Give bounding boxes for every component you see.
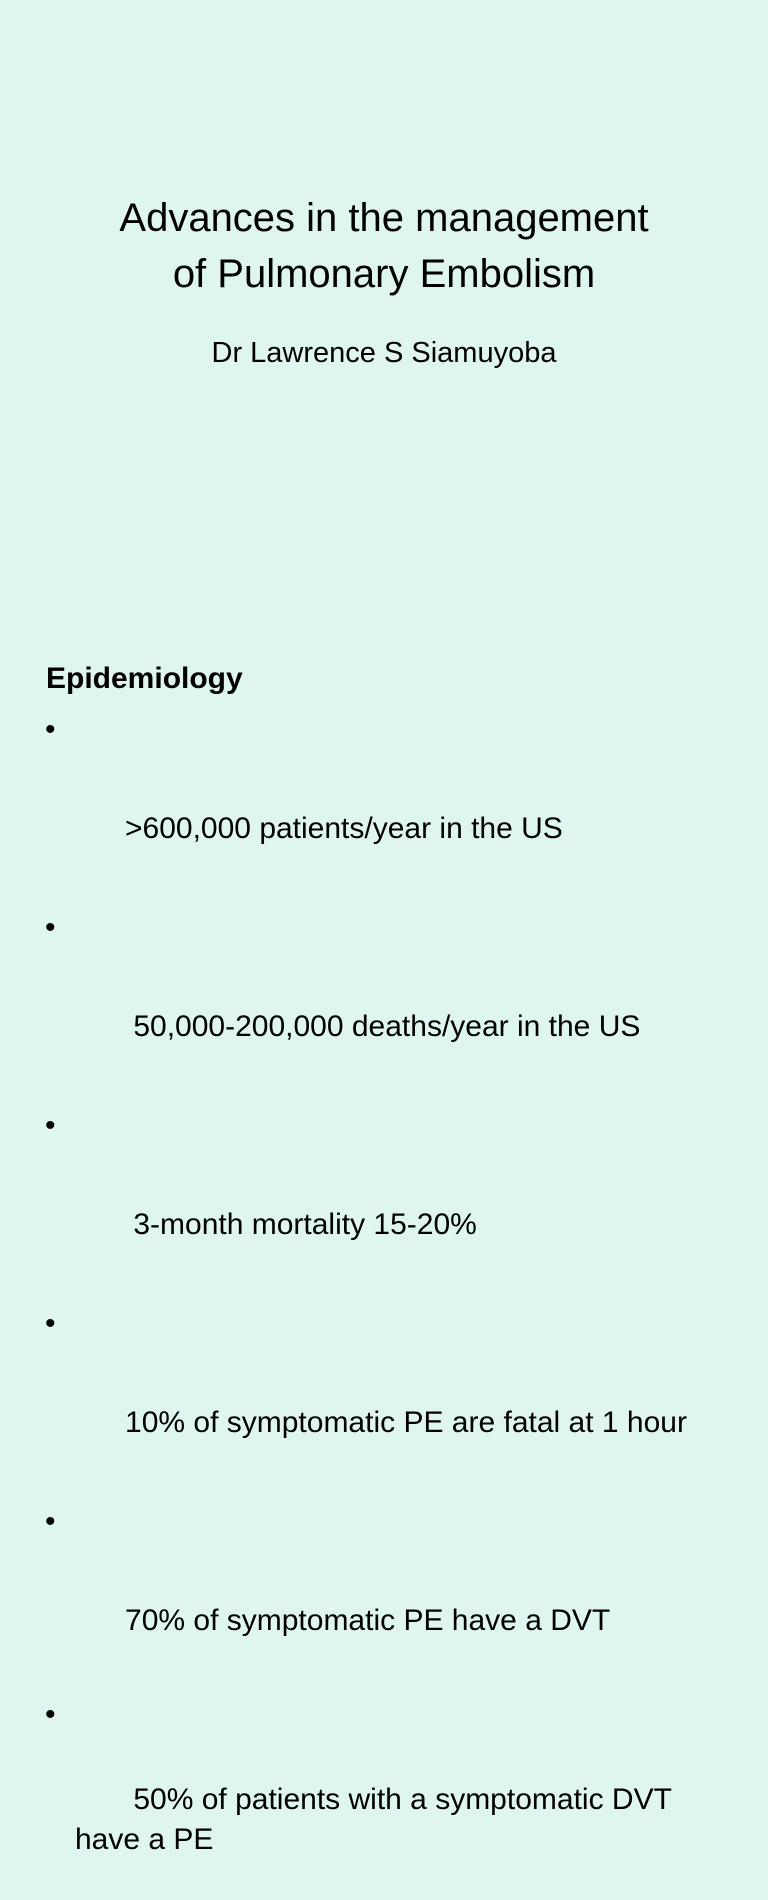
slide-title <box>0 190 768 302</box>
bullet-item <box>40 1299 740 1497</box>
author-name: Dr Lawrence S Siamuyoba <box>211 337 557 369</box>
bullet-text: 50,000-200,000 deaths/year in the US <box>125 1010 641 1043</box>
bullet-item <box>40 903 740 1101</box>
bullet-text: 3-month mortality 15-20% <box>125 1208 477 1241</box>
bullet-icon: • <box>45 1698 56 1731</box>
epidemiology-slide <box>0 512 768 1856</box>
bullet-icon: • <box>45 1307 56 1340</box>
section-heading: Epidemiology <box>46 662 243 695</box>
slide-title-line-2: of Pulmonary Embolism <box>172 252 596 296</box>
bullet-item <box>40 1695 740 1900</box>
bullet-item <box>40 1497 740 1695</box>
bullet-text: 70% of symptomatic PE have a DVT <box>125 1604 611 1637</box>
title-slide <box>0 0 768 512</box>
bullet-list <box>40 705 740 1900</box>
bullet-icon: • <box>45 911 56 944</box>
bullet-text: 50% of patients with a symptomatic DVT have a PE <box>75 1783 680 1856</box>
bullet-text: 10% of symptomatic PE are fatal at 1 hour <box>125 1406 687 1439</box>
bullet-icon: • <box>45 1109 56 1142</box>
slide-title-line-1: Advances in the management <box>119 196 649 240</box>
bullet-text: >600,000 patients/year in the US <box>125 812 563 845</box>
bullet-item <box>40 705 740 903</box>
bullet-icon: • <box>45 713 56 746</box>
bullet-icon: • <box>45 1505 56 1538</box>
bullet-item <box>40 1101 740 1299</box>
